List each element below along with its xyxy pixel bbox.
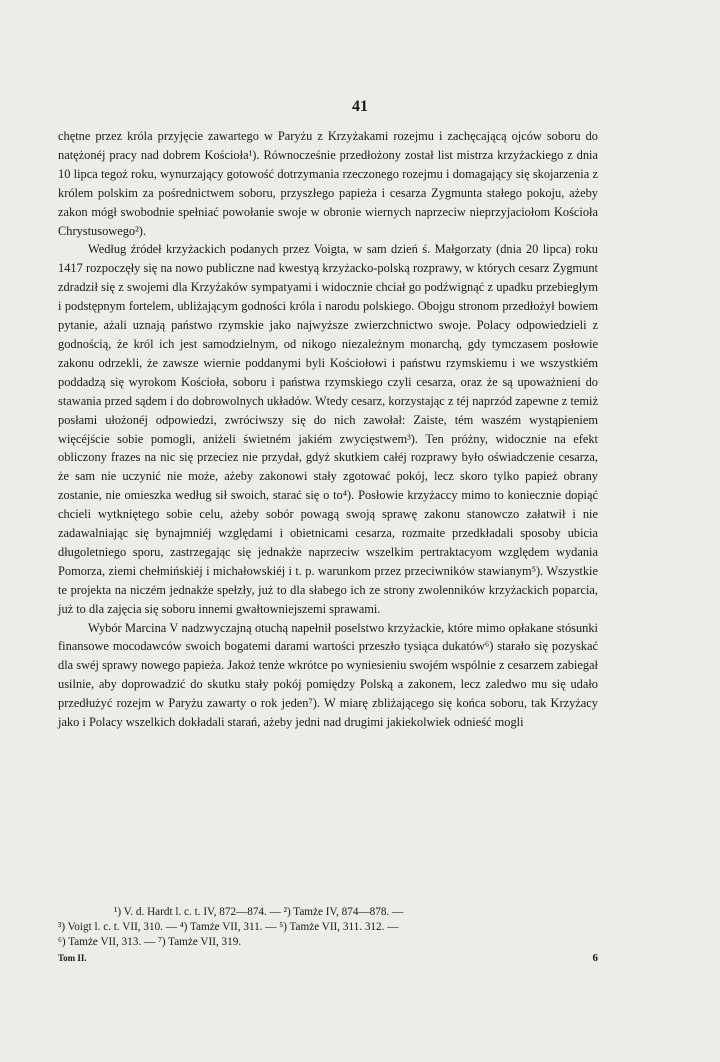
body-text	[58, 127, 598, 732]
paragraph-1: chętne przez króla przyjęcie zawartego w Paryżu z Krzyżakami rozejmu i zachęcającą ojców soboru do natężonéj pracy nad dobrem Kościoła¹). Równocześnie przedłożony został list mistrza krzyżackiego z dnia 10 lipca tegoż roku, wynurzający gotowość dotrzymania rzeczonego rozejmu i domagający się skojarzenia z królem polskim za pośrednictwem soboru, przyszłego papieża i cesarza Zygmunta stałego pokoju, ażeby zakon mógł swobodnie spełniać powołanie swoje w obronie wiernych naprzeciw nieprzyjaciołom Kościoła Chrystusowego²).	[58, 129, 598, 238]
footnote-line-3: ⁶) Tamże VII, 313. — ⁷) Tamże VII, 319.	[58, 936, 242, 948]
footnote-line-2: ³) Voigt l. c. t. VII, 310. — ⁴) Tamże VII, 311. — ⁵) Tamże VII, 311. 312. —	[58, 921, 399, 933]
paragraph-2: Według źródeł krzyżackich podanych przez Voigta, w sam dzień ś. Małgorzaty (dnia 20 lipca) roku 1417 rozpoczęły się na nowo publiczne nad kwestyą krzyżacko-polską rozprawy, w których cesarz Zygmunt zdradził się z swojemi dla Krzyżaków sympatyami i widocznie chciał go podźwignąć z upadku przebiegłym i podstępnym fortelem, ubliżającym godności króla i narodu polskiego. Obojgu stronom przedłożył bowiem pytanie, ażali uznają państwo rzymskie jako najwyższe zwierzchnictwo swoje. Polacy odpowiedzieli z godnością, że król ich jest samodzielnym, od nikogo niezależnym monarchą, gdy tymczasem posłowie zakonu odrzekli, że zawsze wiernie poddanymi byli Kościołowi i państwu rzymskiemu i we wszystkiém poddadzą się wyrokom Kościoła, soboru i państwa rzymskiego czyli cesarza, oraz że są upoważnieni do stawania przed sądem i do dobrowolnych układów. Wtedy cesarz, korzystając z téj naprzód zapewne z temiż posłami ułożonéj odpowiedzi, zwróciwszy się do nich zawołał: Zaiste, tém waszém wystąpieniem więcéjście sobie pomogli, aniżeli świetném jakiém zwycięstwem³). Ten próżny, widocznie na efekt obliczony frazes na nic się przeciez nie przydał, gdyż skutkiem całéj rozprawy było oświadczenie cesarza, że sam nie uczynić nie może, ażeby zakonowi stały zgotować pokój, lecz skoro tylko papież obrany zostanie, nie omieszka według sił swoich, starać się o to⁴). Posłowie krzyżaccy mimo to koniecznie dopiąć chcieli wytkniętego sobie celu, ażeby sobór powagą swoją sprawę zakonu stanowczo załatwił i nie zadawalniając się bynajmniéj względami i obietnicami cesarza, rozmaite przedkładali sposoby ubicia długoletniego sporu, zastrzegając się jednakże naprzeciw wszelkim pertraktacyom względem wydania Pomorza, ziemi chełmińskiéj i michałowskiéj i t. p. warunkom przez przeciwników stawianym⁵). Wszystkie te projekta na niczém jednakże spełzły, już to dla słabego ich ze strony zwolenników krzyżackich poparcia, już to dla zajęcia się soboru innemi gwałtowniejszemi sprawami.	[58, 242, 598, 616]
sheet-signature: 6	[592, 952, 598, 964]
paragraph-3: Wybór Marcina V nadzwyczajną otuchą napełnił poselstwo krzyżackie, które mimo opłakane stósunki finansowe mocodawców swoich bogatemi darami wartości przeszło tysiąca dukatów⁶) starało się pozyskać dla swéj sprawy nowego papieża. Jakoż tenże wkrótce po wyniesieniu swojém wspólnie z cesarzem zabiegał usilnie, aby doprowadzić do skutku stały pokój pomiędzy Polską a zakonem, lecz zaledwo mu się udało przedłużyć rozejm w Paryżu zawarty o rok jeden⁷). W miarę zbliżającego się końca soboru, tak Krzyżacy jako i Polacy wszelkich dokładali starań, ażeby jedni nad drugimi jakiekolwiek odnieść mogli	[58, 620, 598, 730]
footnote-line-1: ¹) V. d. Hardt l. c. t. IV, 872—874. — ²) Tamże IV, 874—878. —	[114, 906, 404, 918]
sheet-footer	[58, 952, 598, 964]
footnotes	[58, 905, 598, 950]
page-number: 41	[352, 98, 368, 115]
volume-label: Tom II.	[58, 953, 87, 963]
